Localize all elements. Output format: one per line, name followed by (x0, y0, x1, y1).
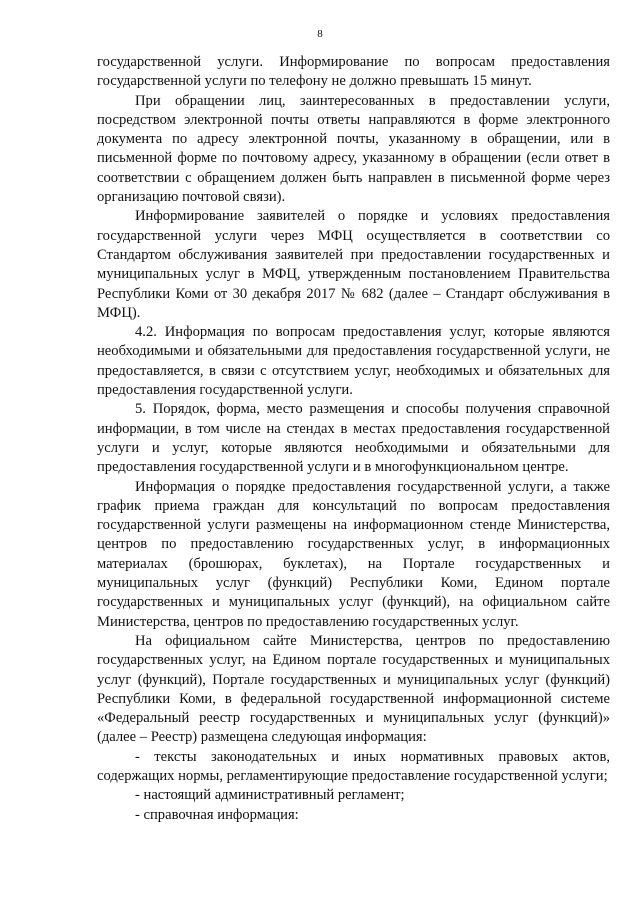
paragraph-section-5-heading: 5. Порядок, форма, место размещения и способы получения справочной информации, в том числе на стендах в местах предоставления государственной услуги и услуг, которые являются необходимыми и обязательными для предоставления государственной услуги и в многофункциональном центре. (97, 401, 610, 476)
document-body (97, 53, 610, 825)
list-item-reference-info: - справочная информация: (135, 806, 299, 823)
list-item-regulation: - настоящий административный регламент; (135, 787, 405, 804)
paragraph-mfc-informing: Информирование заявителей о порядке и условиях предоставления государственной услуги через МФЦ осуществляется в соответствии со Стандартом обслуживания заявителей при предоставлении государственных и муниципальных услуг в МФЦ, утвержденным постановлением Правительства Республики Коми от 30 декабря 2017 № 682 (далее – Стандарт обслуживания в МФЦ). (97, 208, 610, 321)
list-item-legal-acts: - тексты законодательных и иных нормативных правовых актов, содержащих нормы, регламентирующие предоставление государственной услуги; (97, 748, 610, 784)
paragraph-schedule-info: Информация о порядке предоставления государственной услуги, а также график приема граждан для консультаций по вопросам предоставления государственной услуги размещены на информационном стенде Министерства, центров по предоставлению государственных услуг, в информационных материалах (брошюрах, буклетах), на Портале государственных и муниципальных услуг (функций) Республики Коми, Едином портале государственных и муниципальных услуг (функций), на официальном сайте Министерства, центров по предоставлению государственных услуг. (97, 478, 610, 630)
paragraph-official-site-info: На официальном сайте Министерства, центров по предоставлению государственных услуг, на Едином портале государственных и муниципальных услуг (функций), Портале государственных и муниципальных услуг (функций) Республики Коми, в федеральной государственной информационной системе «Федеральный реестр государственных и муниципальных услуг (функций)» (далее – Реестр) размещена следующая информация: (97, 632, 610, 746)
page-number: 8 (317, 28, 323, 40)
paragraph-email-inquiries: При обращении лиц, заинтересованных в предоставлении услуги, посредством электронной почты ответы направляются в форме электронного документа по адресу электронной почты, указанному в обращении, или в письменной форме по почтовому адресу, указанному в обращении (если ответ в соответствии с обращением должен быть направлен в письменной форме через организацию почтовой связи). (97, 92, 610, 206)
paragraph-continuation: государственной услуги. Информирование по вопросам предоставления государственной услуги по телефону не должно превышать 15 минут. (97, 54, 610, 90)
paragraph-section-4-2: 4.2. Информация по вопросам предоставления услуг, которые являются необходимыми и обязательными для предоставления государственной услуги, не предоставляется, в связи с отсутствием услуг, необходимых и обязательных для предоставления государственной услуги. (97, 324, 610, 399)
